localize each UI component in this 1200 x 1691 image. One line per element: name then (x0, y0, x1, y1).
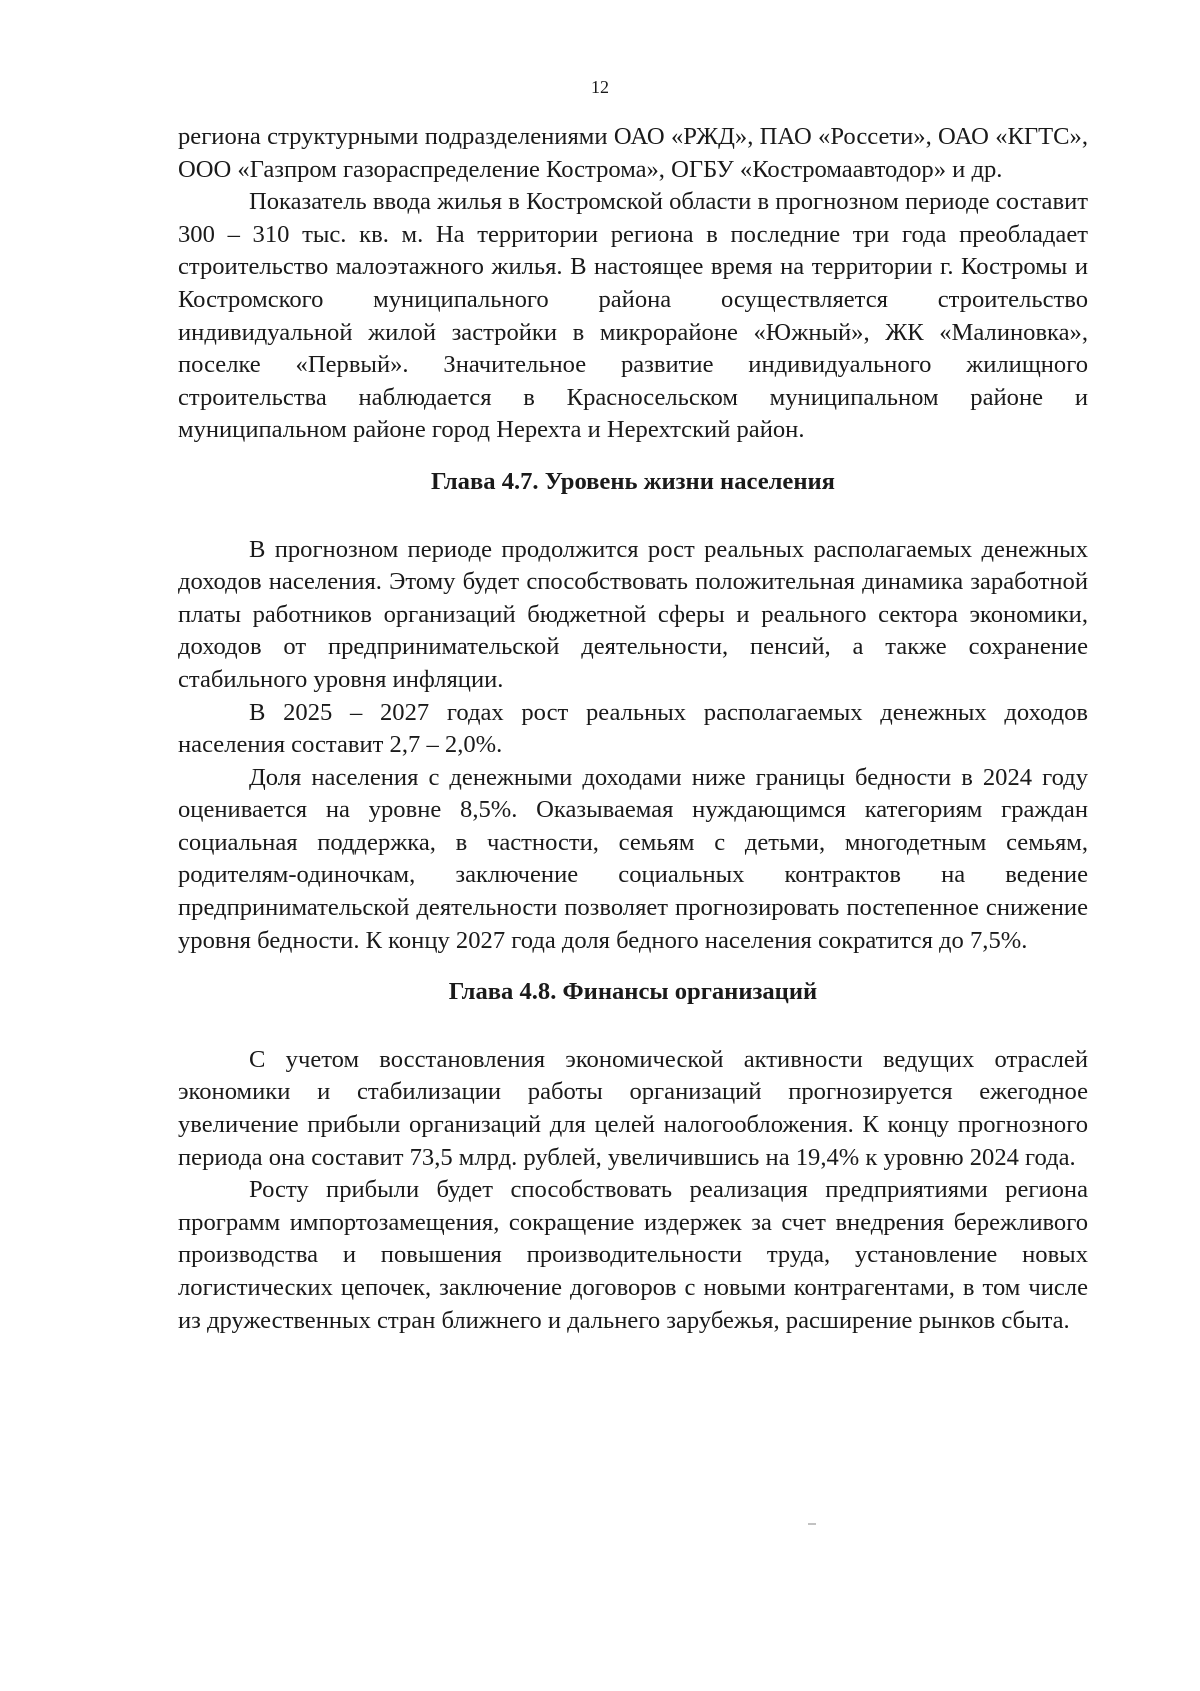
paragraph-income-growth: В прогнозном периоде продолжится рост реальных располагаемых денежных доходов населения. Этому будет способствовать положительная динамика заработной платы работников организаций бюджетной сферы и реального сектора экономики, доходов от предпринимательской деятельности, пенсий, а также сохранение стабильного уровня инфляции. (178, 535, 1088, 693)
page-number: 12 (591, 77, 609, 97)
paragraph-profit-forecast: С учетом восстановления экономической активности ведущих отраслей экономики и стабилизации работы организаций прогнозируется ежегодное увеличение прибыли организаций для целей налогообложения. К концу прогнозного периода она составит 73,5 млрд. рублей, увеличившись на 19,4% к уровню 2024 года. (178, 1045, 1088, 1171)
paragraph-housing: Показатель ввода жилья в Костромской области в прогнозном периоде составит 300 – 310 тыс. кв. м. На территории региона в последние три года преобладает строительство малоэтажного жилья. В настоящее время на территории г. Костромы и Костромского муниципального района осуществляется строительство индивидуальной жилой застройки в микрорайоне «Южный», ЖК «Малиновка», поселке «Первый». Значительное развитие индивидуального жилищного строительства наблюдается в Красносельском муниципальном районе и муниципальном районе город Нерехта и Нерехтский район. (178, 188, 1088, 444)
chapter-heading-4-7: Глава 4.7. Уровень жизни населения (431, 467, 835, 495)
paragraph-income-forecast: В 2025 – 2027 годах рост реальных располагаемых денежных доходов населения составит 2,7 – 2,0%. (178, 698, 1088, 759)
paragraph-poverty: Доля населения с денежными доходами ниже границы бедности в 2024 году оценивается на уровне 8,5%. Оказываемая нуждающимся категориям граждан социальная поддержка, в частности, семьям с детьми, многодетным семьям, родителям-одиночкам, заключение социальных контрактов на ведение предпринимательской деятельности позволяет прогнозировать постепенное снижение уровня бедности. К концу 2027 года доля бедного населения сократится до 7,5%. (178, 763, 1088, 954)
chapter-heading-4-8: Глава 4.8. Финансы организаций (448, 978, 818, 1006)
paragraph-continuation: региона структурными подразделениями ОАО «РЖД», ПАО «Россети», ОАО «КГТС», ООО «Газпром газораспределение Кострома», ОГБУ «Костромаавтодор» и др. (178, 123, 1088, 183)
scan-speck (808, 1523, 816, 1525)
paragraph-profit-drivers: Росту прибыли будет способствовать реализация предприятиями региона программ импортозамещения, сокращение издержек за счет внедрения бережливого производства и повышения производительности труда, установление новых логистических цепочек, заключение договоров с новыми контрагентами, в том числе из дружественных стран ближнего и дальнего зарубежья, расширение рынков сбыта. (178, 1176, 1088, 1334)
document-body (178, 121, 1088, 1337)
